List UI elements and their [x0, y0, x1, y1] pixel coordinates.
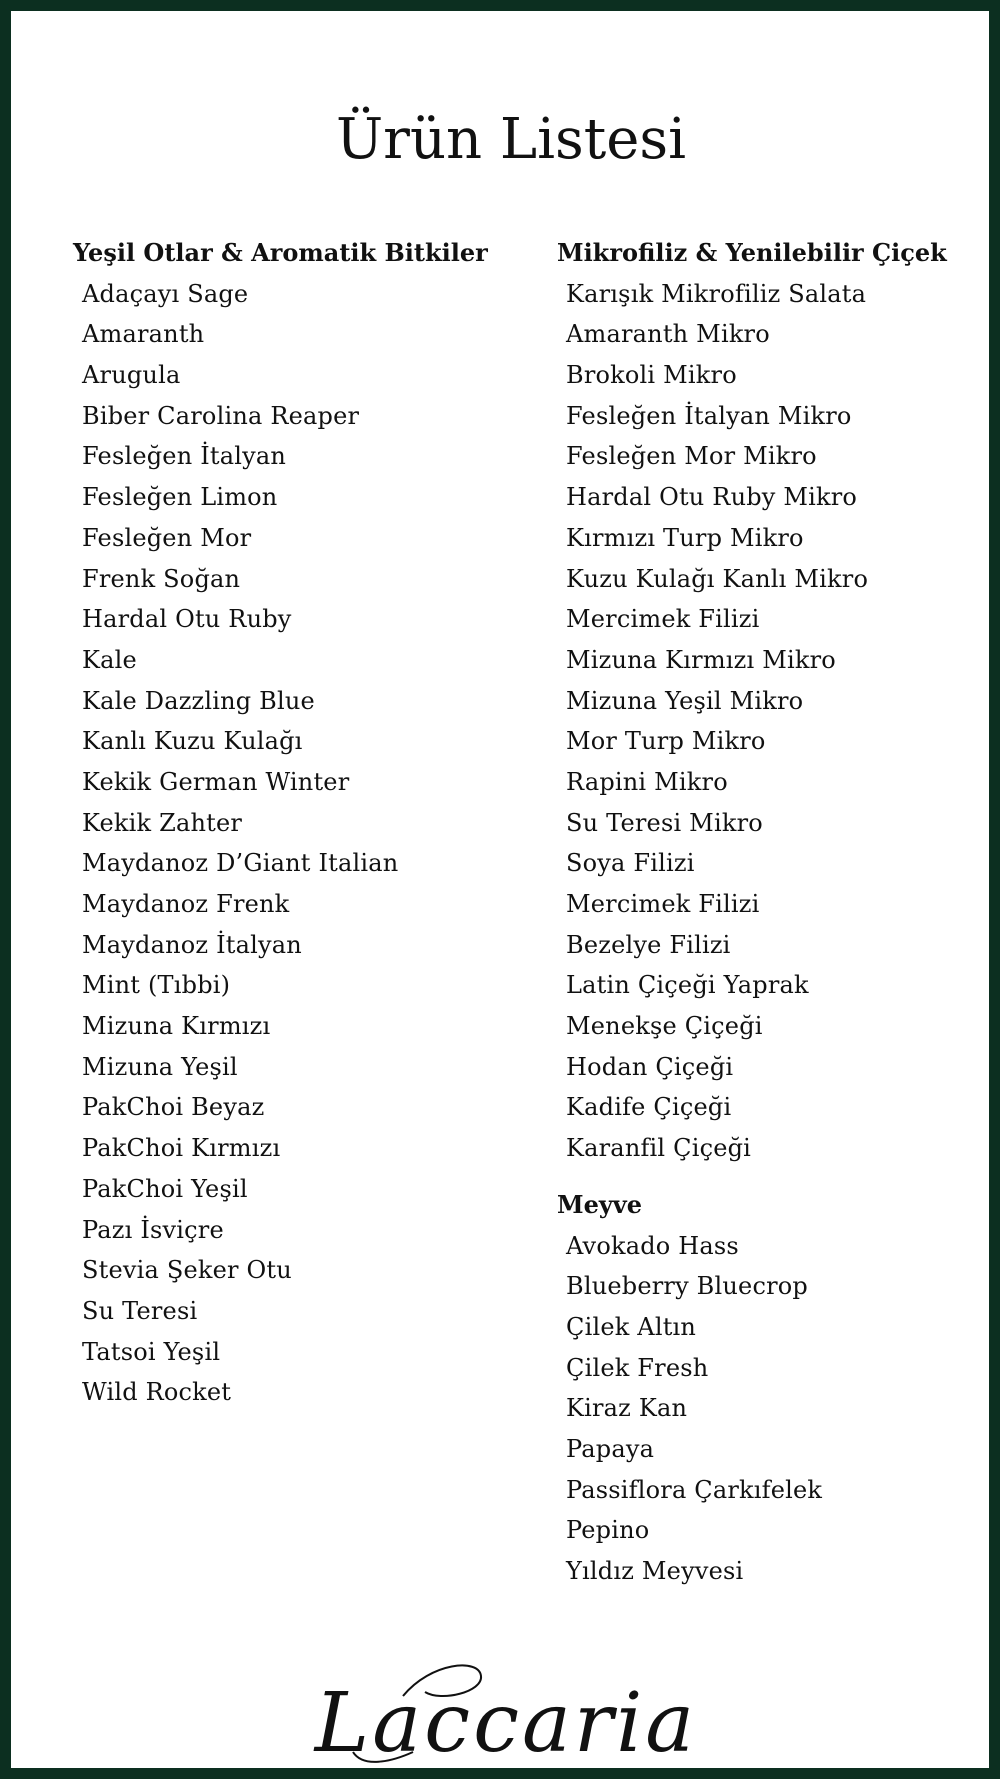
product-item: Mizuna Kırmızı Mikro — [566, 645, 836, 674]
product-item: Amaranth — [82, 320, 205, 349]
product-item: Mizuna Yeşil Mikro — [566, 686, 804, 715]
product-item: Biber Carolina Reaper — [82, 401, 360, 430]
product-item: Kırmızı Turp Mikro — [566, 523, 804, 552]
section-mikrofiliz-yenilebilir-cicek — [557, 233, 1000, 1169]
product-item: Kuzu Kulağı Kanlı Mikro — [566, 564, 869, 593]
product-item: Hardal Otu Ruby — [82, 605, 292, 634]
product-item: Yıldız Meyvesi — [566, 1557, 744, 1585]
product-item: Hodan Çiçeği — [566, 1052, 734, 1081]
product-item: Fesleğen Limon — [82, 483, 278, 512]
section-heading: Yeşil Otlar & Aromatik Bitkiler — [73, 238, 488, 267]
product-item: Fesleğen İtalyan Mikro — [566, 401, 852, 430]
product-item: Adaçayı Sage — [82, 279, 249, 308]
product-item: Papaya — [566, 1434, 655, 1463]
product-item: Fesleğen İtalyan — [82, 442, 287, 471]
product-item: Pazı İsviçre — [82, 1215, 224, 1244]
section-meyve — [557, 1185, 1000, 1592]
product-item: Maydanoz İtalyan — [82, 930, 302, 959]
product-item: Stevia Şeker Otu — [82, 1256, 292, 1285]
product-list — [557, 1226, 1000, 1592]
product-item: Karışık Mikrofiliz Salata — [566, 279, 867, 308]
product-item: Avokado Hass — [566, 1231, 739, 1260]
product-item: Kekik German Winter — [82, 767, 350, 796]
product-item: Kale — [82, 645, 137, 674]
product-item: Soya Filizi — [566, 849, 695, 878]
product-item: Mint (Tıbbi) — [82, 971, 231, 1000]
product-item: Çilek Fresh — [566, 1353, 709, 1382]
product-item: Frenk Soğan — [82, 564, 241, 593]
product-item: Kiraz Kan — [566, 1394, 688, 1423]
laccaria-logo-icon — [11, 1656, 1000, 1766]
right-column — [557, 233, 1000, 1608]
product-item: PakChoi Kırmızı — [82, 1134, 281, 1163]
product-item: Hardal Otu Ruby Mikro — [566, 483, 858, 512]
product-item: Çilek Altın — [566, 1312, 697, 1341]
product-item: Wild Rocket — [82, 1378, 232, 1407]
section-heading: Mikrofiliz & Yenilebilir Çiçek — [557, 238, 947, 267]
product-item: Mizuna Kırmızı — [82, 1012, 271, 1041]
product-item: Arugula — [82, 361, 181, 390]
product-item: Amaranth Mikro — [566, 320, 770, 349]
product-item: Latin Çiçeği Yaprak — [566, 971, 809, 1000]
product-item: Mor Turp Mikro — [566, 727, 766, 756]
product-item: PakChoi Beyaz — [82, 1093, 265, 1122]
product-item: Kanlı Kuzu Kulağı — [82, 727, 303, 756]
product-item: Maydanoz Frenk — [82, 890, 290, 918]
product-item: Tatsoi Yeşil — [82, 1337, 221, 1366]
product-item: Maydanoz D’Giant Italian — [82, 849, 399, 878]
product-item: Fesleğen Mor — [82, 523, 252, 552]
product-item: Mizuna Yeşil — [82, 1052, 238, 1081]
product-item: PakChoi Yeşil — [82, 1174, 248, 1203]
section-heading: Meyve — [557, 1189, 642, 1219]
product-item: Rapini Mikro — [566, 767, 728, 796]
product-item: Brokoli Mikro — [566, 361, 737, 390]
product-item: Pepino — [566, 1516, 650, 1545]
product-list — [557, 274, 1000, 1169]
product-item: Kale Dazzling Blue — [82, 686, 315, 715]
product-item: Passiflora Çarkıfelek — [566, 1475, 823, 1504]
logo-wordmark: Laccaria — [314, 1676, 698, 1766]
product-item: Mercimek Filizi — [566, 890, 760, 918]
product-item: Mercimek Filizi — [566, 605, 760, 634]
product-item: Su Teresi Mikro — [566, 808, 763, 837]
page-title: Ürün Listesi — [335, 107, 687, 172]
product-item: Karanfil Çiçeği — [566, 1134, 752, 1163]
product-item: Su Teresi — [82, 1296, 198, 1325]
product-list — [73, 274, 543, 1413]
product-item: Kadife Çiçeği — [566, 1093, 732, 1122]
product-item: Kekik Zahter — [82, 808, 243, 837]
product-item: Blueberry Bluecrop — [566, 1272, 808, 1301]
product-item: Menekşe Çiçeği — [566, 1012, 763, 1041]
product-item: Bezelye Filizi — [566, 930, 731, 959]
left-column — [73, 233, 543, 1429]
section-yesil-otlar-aromatik-bitkiler — [73, 233, 543, 1413]
product-item: Fesleğen Mor Mikro — [566, 442, 817, 471]
